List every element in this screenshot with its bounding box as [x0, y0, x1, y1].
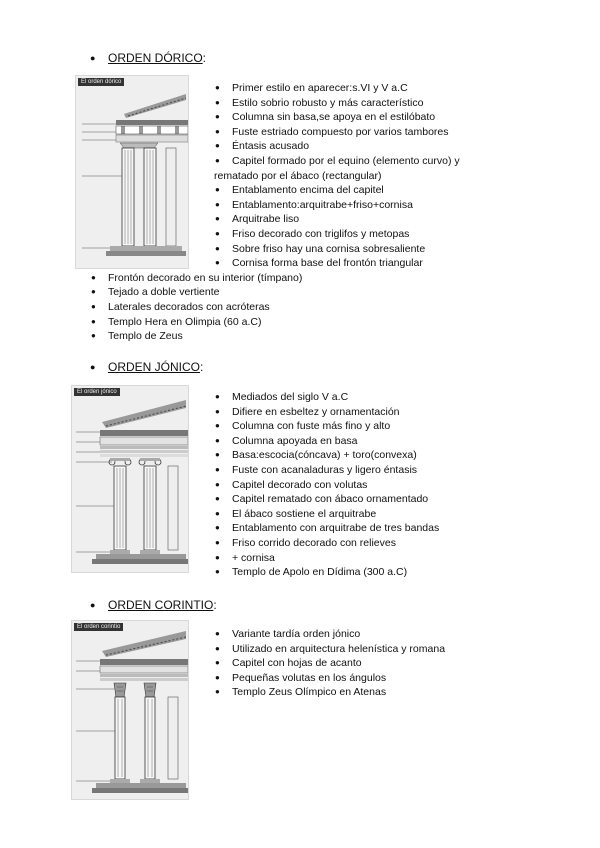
- list-item: [215, 642, 446, 657]
- list-item: [215, 507, 377, 522]
- list-item: [215, 212, 300, 227]
- bullet-icon: ●: [215, 567, 220, 577]
- bullet-icon: ●: [215, 392, 220, 401]
- doric-temple-drawing: [76, 76, 188, 268]
- bullet-icon: ●: [215, 629, 220, 638]
- bullet-icon: ●: [215, 552, 220, 562]
- list-item: [215, 448, 417, 463]
- bullet-icon: ●: [215, 141, 220, 151]
- list-item-text: Friso decorado con triglifos y metopas: [232, 228, 410, 240]
- list-item: [215, 390, 349, 405]
- list-item-text: Templo Hera en Olimpia (60 a.C): [108, 315, 262, 328]
- list-item: [91, 285, 220, 300]
- bullet-icon: ●: [215, 672, 220, 682]
- list-item: [215, 478, 368, 493]
- section-heading-corinthian: ● ORDEN CORINTIO:: [90, 598, 217, 612]
- bullet-icon: ●: [90, 53, 96, 63]
- bullet-icon: ●: [215, 97, 220, 107]
- list-item: [215, 198, 413, 213]
- bullet-icon: ●: [215, 450, 220, 460]
- bullet-icon: ●: [215, 199, 220, 209]
- bullet-icon: ●: [215, 243, 220, 253]
- list-item: [215, 521, 440, 536]
- list-item: [215, 242, 426, 257]
- list-item-continuation: [214, 169, 382, 184]
- list-item: [215, 671, 387, 686]
- bullet-icon: ●: [215, 229, 220, 238]
- list-item: [215, 110, 436, 125]
- list-item-text: Difiere en esbeltez y ornamentación: [232, 405, 400, 418]
- list-item: [91, 271, 303, 286]
- illustration-label: El orden jónico: [74, 388, 120, 396]
- list-item-text: Capitel con hojas de acanto: [232, 657, 362, 670]
- list-item: [215, 419, 391, 434]
- heading-title: ORDEN CORINTIO: [108, 598, 214, 612]
- list-item-text: Éntasis acusado: [232, 140, 310, 153]
- list-item-text: Fuste estriado compuesto por varios tambores: [232, 125, 449, 138]
- bullet-icon: ●: [90, 600, 96, 610]
- list-item: [91, 329, 183, 344]
- bullet-icon: ●: [215, 156, 220, 165]
- list-item: [91, 300, 270, 315]
- list-item-text: Estilo sobrio robusto y más característico: [232, 96, 424, 109]
- bullet-icon: ●: [215, 435, 220, 445]
- list-item-text: Columna apoyada en basa: [232, 434, 358, 447]
- list-item-text: Sobre friso hay una cornisa sobresaliente: [232, 242, 426, 255]
- list-item: [215, 685, 387, 700]
- bullet-icon: ●: [215, 523, 220, 533]
- bullet-icon: ●: [215, 658, 220, 668]
- list-item-text: Columna con fuste más fino y alto: [232, 420, 391, 433]
- list-item-text: Capitel decorado con volutas: [232, 478, 368, 491]
- section-heading-ionic: ● ORDEN JÓNICO:: [90, 360, 204, 374]
- illustration-label: El orden dórico: [78, 78, 124, 86]
- list-item-text: Variante tardía orden jónico: [232, 628, 361, 640]
- ionic-order-illustration: [71, 385, 189, 573]
- list-item-text: Templo de Zeus: [108, 330, 183, 343]
- heading-title: ORDEN DÓRICO: [108, 51, 203, 65]
- ionic-temple-drawing: [72, 386, 188, 572]
- bullet-icon: ●: [215, 538, 220, 547]
- bullet-icon: ●: [215, 112, 220, 122]
- list-item-text: Frontón decorado en su interior (tímpano): [108, 271, 303, 284]
- bullet-icon: ●: [215, 421, 220, 431]
- list-item: [215, 434, 358, 449]
- bullet-icon: ●: [215, 83, 220, 92]
- list-item: [215, 256, 423, 271]
- bullet-icon: ●: [215, 214, 220, 224]
- bullet-icon: ●: [215, 406, 220, 416]
- list-item: [215, 463, 418, 478]
- list-item-text: Entablamento encima del capitel: [232, 184, 384, 197]
- bullet-icon: ●: [215, 258, 220, 268]
- list-item: [215, 139, 310, 154]
- bullet-icon: ●: [215, 185, 220, 195]
- bullet-icon: ●: [215, 494, 220, 504]
- list-item: [215, 81, 408, 96]
- list-item: [215, 656, 362, 671]
- illustration-label: El orden corintio: [74, 623, 123, 631]
- list-item-text: Laterales decorados con acróteras: [108, 301, 270, 313]
- list-item: [215, 627, 361, 642]
- bullet-icon: ●: [91, 302, 96, 311]
- bullet-icon: ●: [91, 287, 96, 297]
- list-item: [215, 154, 460, 169]
- list-item: [215, 227, 410, 242]
- bullet-icon: ●: [215, 508, 220, 518]
- list-item-text: Tejado a doble vertiente: [108, 286, 220, 299]
- bullet-icon: ●: [90, 362, 96, 372]
- list-item-text: Capitel rematado con ábaco ornamentado: [232, 493, 429, 506]
- list-item: [215, 125, 449, 140]
- list-item-text: Templo de Apolo en Dídima (300 a.C): [232, 566, 408, 579]
- list-item: [215, 536, 396, 551]
- list-item-text: Templo Zeus Olímpico en Atenas: [232, 686, 387, 699]
- bullet-icon: ●: [215, 643, 220, 653]
- list-item: [215, 183, 384, 198]
- list-item-text: Columna sin basa,se apoya en el estilóbato: [232, 111, 436, 124]
- corinthian-order-illustration: [71, 620, 189, 800]
- heading-title: ORDEN JÓNICO: [108, 360, 201, 374]
- bullet-icon: ●: [91, 272, 96, 282]
- list-item: [215, 565, 408, 580]
- list-item-text: Entablamento con arquitrabe de tres bandas: [232, 522, 440, 535]
- list-item-text: Mediados del siglo V a.C: [232, 391, 349, 403]
- list-item: [91, 315, 262, 330]
- bullet-icon: ●: [91, 316, 96, 326]
- list-item: [215, 405, 400, 420]
- list-item-text: Basa:escocia(cóncava) + toro(convexa): [232, 449, 417, 462]
- list-item-text: Utilizado en arquitectura helenística y romana: [232, 642, 446, 655]
- list-item: [215, 551, 275, 566]
- list-item-text: Friso corrido decorado con relieves: [232, 537, 396, 549]
- list-item-text: Pequeñas volutas en los ángulos: [232, 671, 387, 684]
- list-item: [215, 96, 424, 111]
- bullet-icon: ●: [91, 331, 96, 341]
- list-item-text: Arquitrabe liso: [232, 213, 300, 226]
- bullet-icon: ●: [215, 465, 220, 474]
- list-item-text: Cornisa forma base del frontón triangular: [232, 257, 423, 270]
- bullet-icon: ●: [215, 687, 220, 697]
- list-item-text: Fuste con acanaladuras y ligero éntasis: [232, 464, 418, 476]
- doric-order-illustration: [75, 75, 189, 269]
- list-item: [215, 492, 429, 507]
- list-item-text: rematado por el ábaco (rectangular): [214, 169, 382, 182]
- section-heading-doric: ● ORDEN DÓRICO:: [90, 51, 207, 65]
- list-item-text: El ábaco sostiene el arquitrabe: [232, 507, 377, 520]
- corinthian-temple-drawing: [72, 621, 188, 799]
- list-item-text: Capitel formado por el equino (elemento curvo) y: [232, 155, 460, 167]
- bullet-icon: ●: [215, 126, 220, 136]
- list-item-text: + cornisa: [232, 551, 275, 564]
- bullet-icon: ●: [215, 479, 220, 489]
- list-item-text: Primer estilo en aparecer:s.VI y V a.C: [232, 82, 408, 94]
- list-item-text: Entablamento:arquitrabe+friso+cornisa: [232, 198, 413, 211]
